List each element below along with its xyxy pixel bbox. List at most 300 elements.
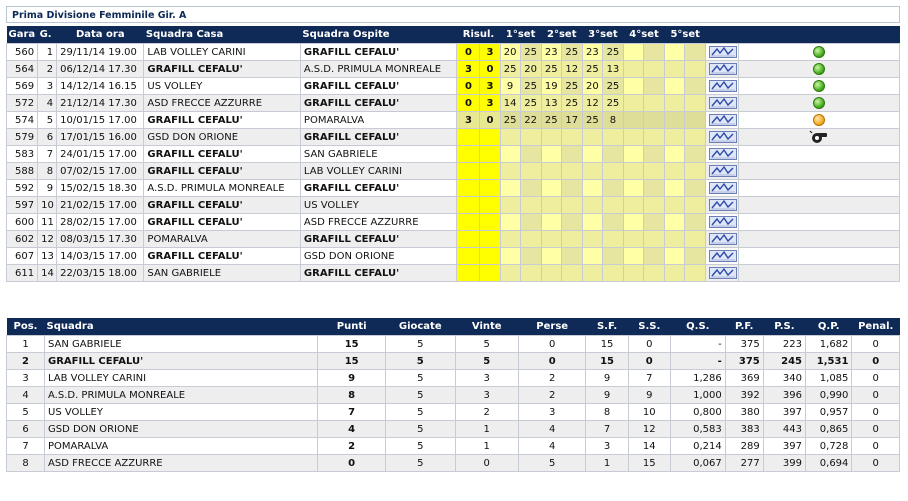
qp-cell: 0,990 <box>805 387 851 404</box>
data-ora-cell: 10/01/15 17.00 <box>57 112 144 129</box>
set-score-cell <box>582 197 602 214</box>
referee-report-icon[interactable] <box>709 165 737 177</box>
giocate-cell: 5 <box>385 387 455 404</box>
table-row <box>7 438 900 455</box>
risultato-ospite-cell <box>480 129 500 146</box>
table-row <box>7 197 900 214</box>
penal-cell: 0 <box>852 455 900 472</box>
set-score-cell <box>602 180 623 197</box>
set-score-cell: 25 <box>561 78 582 95</box>
col-punti: Punti <box>318 318 386 336</box>
risultato-casa-cell <box>457 231 480 248</box>
risultato-casa-cell <box>457 129 480 146</box>
perse-cell: 0 <box>518 353 586 370</box>
set-score-cell <box>520 163 541 180</box>
set-score-cell <box>541 129 561 146</box>
ss-cell: 9 <box>628 387 670 404</box>
set-score-cell <box>644 265 665 282</box>
referto-link[interactable] <box>706 197 739 214</box>
data-ora-cell: 22/03/15 18.00 <box>57 265 144 282</box>
set-score-cell <box>561 248 582 265</box>
col-squadra-casa: Squadra Casa <box>144 26 301 44</box>
giornata-cell: 7 <box>38 146 57 163</box>
col-perse: Perse <box>518 318 586 336</box>
squadra-ospite-cell: A.S.D. PRIMULA MONREALE <box>300 61 457 78</box>
set-score-cell: 25 <box>582 61 602 78</box>
referto-link[interactable] <box>706 163 739 180</box>
set-score-cell <box>644 78 665 95</box>
set-score-cell <box>541 265 561 282</box>
whistle-icon[interactable] <box>809 130 829 144</box>
qs-cell: 0,214 <box>670 438 725 455</box>
set-score-cell <box>561 197 582 214</box>
squadra-ospite-cell: SAN GABRIELE <box>300 146 457 163</box>
risultato-ospite-cell: 0 <box>480 61 500 78</box>
risultato-ospite-cell: 0 <box>480 112 500 129</box>
set-score-cell <box>665 95 685 112</box>
set-score-cell <box>644 61 665 78</box>
qp-cell: 0,728 <box>805 438 851 455</box>
set-score-cell <box>561 265 582 282</box>
giornata-cell: 4 <box>38 95 57 112</box>
set-score-cell: 25 <box>582 112 602 129</box>
pf-cell: 277 <box>725 455 763 472</box>
set-score-cell <box>541 214 561 231</box>
set-score-cell <box>623 163 643 180</box>
set-score-cell <box>685 197 706 214</box>
set-score-cell <box>665 214 685 231</box>
col-squadra: Squadra <box>45 318 318 336</box>
pf-cell: 289 <box>725 438 763 455</box>
perse-cell: 2 <box>518 370 586 387</box>
set-score-cell: 12 <box>561 61 582 78</box>
set-score-cell <box>602 146 623 163</box>
status-cell <box>739 214 900 231</box>
referto-link[interactable] <box>706 95 739 112</box>
table-row <box>7 353 900 370</box>
set-score-cell <box>644 112 665 129</box>
penal-cell: 0 <box>852 421 900 438</box>
pos-cell: 3 <box>7 370 45 387</box>
set-score-cell <box>541 180 561 197</box>
qs-cell: - <box>670 353 725 370</box>
referto-link[interactable] <box>706 44 739 61</box>
risultato-casa-cell <box>457 197 480 214</box>
referto-link[interactable] <box>706 61 739 78</box>
giornata-cell: 10 <box>38 197 57 214</box>
squadra-ospite-cell: POMARALVA <box>300 112 457 129</box>
set-score-cell: 25 <box>541 112 561 129</box>
status-cell <box>739 163 900 180</box>
risultato-casa-cell <box>457 214 480 231</box>
col-giocate: Giocate <box>385 318 455 336</box>
set-score-cell <box>665 78 685 95</box>
referee-report-icon[interactable] <box>709 63 737 75</box>
col-gara: Gara <box>7 26 38 44</box>
vinte-cell: 5 <box>455 336 518 353</box>
set-score-cell: 25 <box>520 44 541 61</box>
set-score-cell <box>520 146 541 163</box>
gara-cell: 592 <box>7 180 38 197</box>
set-score-cell <box>623 146 643 163</box>
table-row <box>7 129 900 146</box>
set-score-cell: 19 <box>541 78 561 95</box>
risultato-ospite-cell <box>480 214 500 231</box>
sf-cell: 7 <box>586 421 628 438</box>
set-score-cell <box>665 163 685 180</box>
status-cell <box>739 95 900 112</box>
pf-cell: 369 <box>725 370 763 387</box>
data-ora-cell: 24/01/15 17.00 <box>57 146 144 163</box>
status-cell <box>739 61 900 78</box>
qp-cell: 1,682 <box>805 336 851 353</box>
qs-cell: - <box>670 336 725 353</box>
set-score-cell <box>520 129 541 146</box>
set-score-cell <box>561 231 582 248</box>
referto-link[interactable] <box>706 129 739 146</box>
perse-cell: 4 <box>518 438 586 455</box>
pos-cell: 4 <box>7 387 45 404</box>
set-score-cell: 25 <box>602 95 623 112</box>
qs-cell: 0,067 <box>670 455 725 472</box>
set-score-cell <box>644 163 665 180</box>
pos-cell: 1 <box>7 336 45 353</box>
vinte-cell: 1 <box>455 438 518 455</box>
gara-cell: 602 <box>7 231 38 248</box>
col-set5: 5°set <box>665 26 706 44</box>
set-score-cell <box>623 197 643 214</box>
sf-cell: 8 <box>586 404 628 421</box>
table-row <box>7 248 900 265</box>
squadra-ospite-cell: GRAFILL CEFALU' <box>300 129 457 146</box>
set-score-cell: 8 <box>602 112 623 129</box>
set-score-cell <box>520 197 541 214</box>
referto-link[interactable] <box>706 146 739 163</box>
pos-cell: 7 <box>7 438 45 455</box>
pf-cell: 375 <box>725 336 763 353</box>
referee-report-icon[interactable] <box>709 131 737 143</box>
referee-report-icon[interactable] <box>709 233 737 245</box>
table-row <box>7 112 900 129</box>
referee-report-icon[interactable] <box>709 250 737 262</box>
set-score-cell: 25 <box>500 112 520 129</box>
giocate-cell: 5 <box>385 455 455 472</box>
set-score-cell <box>623 44 643 61</box>
vinte-cell: 1 <box>455 421 518 438</box>
pos-cell: 8 <box>7 455 45 472</box>
squadra-casa-cell: GRAFILL CEFALU' <box>144 146 301 163</box>
referee-report-icon[interactable] <box>709 182 737 194</box>
risultato-ospite-cell <box>480 231 500 248</box>
set-score-cell <box>520 180 541 197</box>
status-cell <box>739 265 900 282</box>
table-row <box>7 163 900 180</box>
set-score-cell <box>623 61 643 78</box>
set-score-cell <box>685 112 706 129</box>
data-ora-cell: 17/01/15 16.00 <box>57 129 144 146</box>
set-score-cell: 20 <box>582 78 602 95</box>
pf-cell: 375 <box>725 353 763 370</box>
status-cell <box>739 129 900 146</box>
set-score-cell: 25 <box>500 61 520 78</box>
standings-table <box>6 318 900 472</box>
punti-cell: 9 <box>318 370 386 387</box>
set-score-cell <box>500 248 520 265</box>
set-score-cell <box>602 197 623 214</box>
referee-report-icon[interactable] <box>709 114 737 126</box>
data-ora-cell: 14/03/15 17.00 <box>57 248 144 265</box>
gara-cell: 574 <box>7 112 38 129</box>
set-score-cell: 14 <box>500 95 520 112</box>
table-row <box>7 78 900 95</box>
pos-cell: 2 <box>7 353 45 370</box>
squadra-casa-cell: GRAFILL CEFALU' <box>144 214 301 231</box>
referee-report-icon[interactable] <box>709 97 737 109</box>
punti-cell: 7 <box>318 404 386 421</box>
table-row <box>7 265 900 282</box>
squadra-cell: ASD FRECCE AZZURRE <box>45 455 318 472</box>
giornata-cell: 12 <box>38 231 57 248</box>
set-score-cell <box>623 112 643 129</box>
sf-cell: 15 <box>586 336 628 353</box>
set-score-cell <box>602 163 623 180</box>
green-status-icon[interactable] <box>813 80 825 92</box>
col-set1: 1°set <box>500 26 541 44</box>
squadra-ospite-cell: GRAFILL CEFALU' <box>300 180 457 197</box>
punti-cell: 15 <box>318 353 386 370</box>
set-score-cell <box>602 214 623 231</box>
col-status <box>739 26 900 44</box>
set-score-cell: 23 <box>541 44 561 61</box>
status-cell <box>739 44 900 61</box>
referto-link[interactable] <box>706 265 739 282</box>
table-row <box>7 61 900 78</box>
risultato-casa-cell: 0 <box>457 95 480 112</box>
qs-cell: 1,000 <box>670 387 725 404</box>
squadra-cell: LAB VOLLEY CARINI <box>45 370 318 387</box>
standings-header-row <box>7 318 900 336</box>
set-score-cell <box>582 231 602 248</box>
set-score-cell <box>685 214 706 231</box>
ss-cell: 15 <box>628 455 670 472</box>
referee-report-icon[interactable] <box>709 199 737 211</box>
giocate-cell: 5 <box>385 404 455 421</box>
status-cell <box>739 248 900 265</box>
squadra-casa-cell: GRAFILL CEFALU' <box>144 248 301 265</box>
risultato-casa-cell: 3 <box>457 61 480 78</box>
status-cell <box>739 231 900 248</box>
set-score-cell <box>602 248 623 265</box>
referee-report-icon[interactable] <box>709 80 737 92</box>
set-score-cell <box>623 129 643 146</box>
gara-cell: 597 <box>7 197 38 214</box>
referee-report-icon[interactable] <box>709 267 737 279</box>
vinte-cell: 3 <box>455 387 518 404</box>
qs-cell: 0,800 <box>670 404 725 421</box>
ss-cell: 0 <box>628 353 670 370</box>
set-score-cell: 17 <box>561 112 582 129</box>
squadra-ospite-cell: US VOLLEY <box>300 197 457 214</box>
risultato-casa-cell <box>457 248 480 265</box>
green-status-icon[interactable] <box>813 46 825 58</box>
set-score-cell <box>520 248 541 265</box>
giornata-cell: 13 <box>38 248 57 265</box>
gara-cell: 600 <box>7 214 38 231</box>
set-score-cell <box>500 265 520 282</box>
status-cell <box>739 146 900 163</box>
set-score-cell <box>685 231 706 248</box>
risultato-casa-cell: 3 <box>457 112 480 129</box>
status-cell <box>739 180 900 197</box>
squadra-ospite-cell: GRAFILL CEFALU' <box>300 95 457 112</box>
qs-cell: 1,286 <box>670 370 725 387</box>
set-score-cell <box>644 95 665 112</box>
set-score-cell <box>561 146 582 163</box>
set-score-cell <box>623 180 643 197</box>
table-row <box>7 214 900 231</box>
set-score-cell <box>623 231 643 248</box>
set-score-cell <box>644 129 665 146</box>
giocate-cell: 5 <box>385 336 455 353</box>
giornata-cell: 6 <box>38 129 57 146</box>
data-ora-cell: 21/02/15 17.00 <box>57 197 144 214</box>
set-score-cell <box>500 163 520 180</box>
giornata-cell: 14 <box>38 265 57 282</box>
squadra-cell: US VOLLEY <box>45 404 318 421</box>
ps-cell: 245 <box>763 353 805 370</box>
vinte-cell: 5 <box>455 353 518 370</box>
squadra-casa-cell: ASD FRECCE AZZURRE <box>144 95 301 112</box>
green-status-icon[interactable] <box>813 63 825 75</box>
ps-cell: 397 <box>763 404 805 421</box>
set-score-cell <box>541 248 561 265</box>
vinte-cell: 0 <box>455 455 518 472</box>
matches-header-row <box>7 26 900 44</box>
set-score-cell <box>623 78 643 95</box>
risultato-ospite-cell: 3 <box>480 78 500 95</box>
squadra-cell: SAN GABRIELE <box>45 336 318 353</box>
giornata-cell: 11 <box>38 214 57 231</box>
referee-report-icon[interactable] <box>709 216 737 228</box>
ps-cell: 340 <box>763 370 805 387</box>
giornata-cell: 1 <box>38 44 57 61</box>
squadra-casa-cell: A.S.D. PRIMULA MONREALE <box>144 180 301 197</box>
squadra-ospite-cell: LAB VOLLEY CARINI <box>300 163 457 180</box>
set-score-cell <box>685 95 706 112</box>
squadra-casa-cell: GRAFILL CEFALU' <box>144 61 301 78</box>
referto-link[interactable] <box>706 231 739 248</box>
orange-status-icon[interactable] <box>813 114 825 126</box>
set-score-cell <box>520 265 541 282</box>
referto-link[interactable] <box>706 248 739 265</box>
sf-cell: 9 <box>586 387 628 404</box>
col-risultato: Risul. <box>457 26 500 44</box>
giornata-cell: 5 <box>38 112 57 129</box>
ps-cell: 443 <box>763 421 805 438</box>
col-qs: Q.S. <box>670 318 725 336</box>
set-score-cell <box>623 95 643 112</box>
set-score-cell: 25 <box>561 95 582 112</box>
risultato-ospite-cell <box>480 248 500 265</box>
table-row <box>7 370 900 387</box>
pf-cell: 380 <box>725 404 763 421</box>
set-score-cell <box>623 265 643 282</box>
punti-cell: 15 <box>318 336 386 353</box>
set-score-cell <box>623 248 643 265</box>
data-ora-cell: 07/02/15 17.00 <box>57 163 144 180</box>
gara-cell: 560 <box>7 44 38 61</box>
set-score-cell: 20 <box>520 61 541 78</box>
risultato-ospite-cell: 3 <box>480 44 500 61</box>
set-score-cell <box>623 214 643 231</box>
set-score-cell: 25 <box>602 78 623 95</box>
set-score-cell <box>644 231 665 248</box>
set-score-cell <box>541 197 561 214</box>
squadra-cell: GSD DON ORIONE <box>45 421 318 438</box>
set-score-cell <box>561 214 582 231</box>
set-score-cell <box>685 163 706 180</box>
penal-cell: 0 <box>852 370 900 387</box>
green-status-icon[interactable] <box>813 97 825 109</box>
set-score-cell <box>644 44 665 61</box>
set-score-cell <box>561 180 582 197</box>
referto-link[interactable] <box>706 78 739 95</box>
set-score-cell <box>665 129 685 146</box>
col-pos: Pos. <box>7 318 45 336</box>
referto-link[interactable] <box>706 180 739 197</box>
risultato-ospite-cell <box>480 265 500 282</box>
punti-cell: 0 <box>318 455 386 472</box>
ss-cell: 0 <box>628 336 670 353</box>
punti-cell: 4 <box>318 421 386 438</box>
set-score-cell <box>665 180 685 197</box>
set-score-cell <box>582 265 602 282</box>
risultato-ospite-cell: 3 <box>480 95 500 112</box>
set-score-cell <box>644 214 665 231</box>
referee-report-icon[interactable] <box>709 148 737 160</box>
vinte-cell: 3 <box>455 370 518 387</box>
gara-cell: 569 <box>7 78 38 95</box>
penal-cell: 0 <box>852 404 900 421</box>
table-row <box>7 180 900 197</box>
referto-link[interactable] <box>706 112 739 129</box>
set-score-cell <box>685 44 706 61</box>
perse-cell: 5 <box>518 455 586 472</box>
set-score-cell <box>685 129 706 146</box>
gara-cell: 564 <box>7 61 38 78</box>
set-score-cell <box>541 163 561 180</box>
squadra-casa-cell: GRAFILL CEFALU' <box>144 163 301 180</box>
set-score-cell <box>665 231 685 248</box>
set-score-cell <box>500 180 520 197</box>
col-ss: S.S. <box>628 318 670 336</box>
gara-cell: 607 <box>7 248 38 265</box>
matches-table <box>6 26 900 282</box>
set-score-cell <box>665 61 685 78</box>
squadra-casa-cell: GRAFILL CEFALU' <box>144 112 301 129</box>
giocate-cell: 5 <box>385 370 455 387</box>
referee-report-icon[interactable] <box>709 46 737 58</box>
penal-cell: 0 <box>852 336 900 353</box>
referto-link[interactable] <box>706 214 739 231</box>
risultato-ospite-cell <box>480 197 500 214</box>
set-score-cell: 25 <box>541 61 561 78</box>
set-score-cell: 13 <box>541 95 561 112</box>
squadra-cell: GRAFILL CEFALU' <box>45 353 318 370</box>
status-cell <box>739 78 900 95</box>
set-score-cell <box>561 129 582 146</box>
giornata-cell: 3 <box>38 78 57 95</box>
